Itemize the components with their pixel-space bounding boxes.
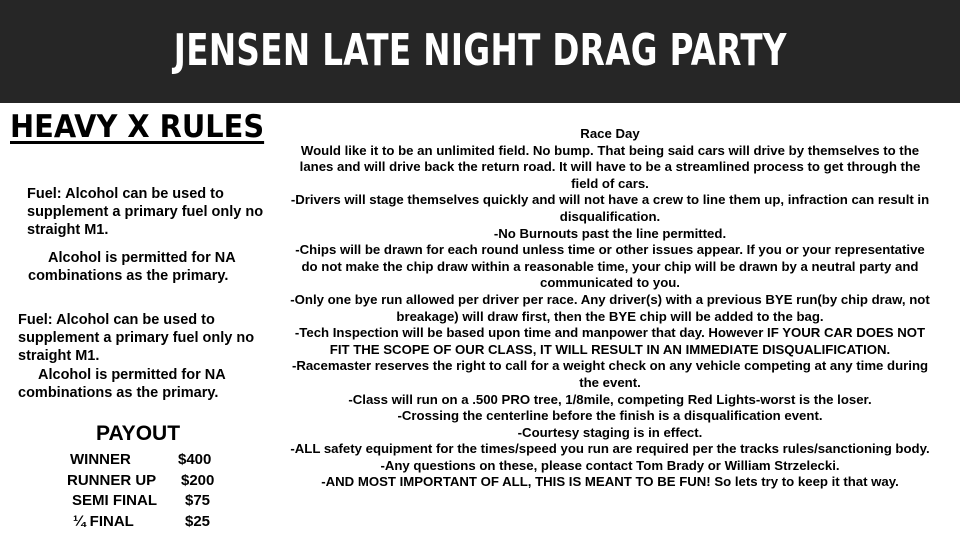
payout-place: WINNER: [70, 451, 131, 468]
alcohol-rule-1: Alcohol is permitted for NA combinations as the primary.: [28, 250, 236, 284]
fuel-rule-2: Fuel: Alcohol can be used to supplement a primary fuel only no straight M1.: [18, 312, 255, 364]
alcohol-rule-2: Alcohol is permitted for NA combinations as the primary.: [18, 367, 226, 401]
race-day-rule: -Crossing the centerline before the finish is a disqualification event.: [397, 408, 823, 424]
payout-amount: $200: [181, 472, 215, 489]
payout-amount: $75: [185, 492, 211, 509]
race-day-rule: -Class will run on a .500 PRO tree, 1/8mile, competing Red Lights-worst is the loser.: [348, 391, 872, 407]
race-day-rule: -ALL safety equipment for the times/speed you run are required per the tracks rules/sanctioning body.: [290, 441, 930, 457]
race-day-rule: -No Burnouts past the line permitted.: [493, 225, 727, 241]
payout-place: ¼ FINAL: [73, 513, 134, 530]
event-title: JENSEN LATE NIGHT DRAG PARTY: [173, 25, 787, 76]
race-day-rules: [290, 126, 930, 491]
race-day-rule: Would like it to be an unlimited field. No bump. That being said cars will drive by themselves to the lanes and will drive back the return road. It will have to be a streamlined process to get through the field of cars.: [299, 142, 921, 191]
rules-heading: HEAVY X RULES: [10, 109, 265, 145]
fuel-rule-1: Fuel: Alcohol can be used to supplement a primary fuel only no straight M1.: [27, 186, 264, 238]
payout-title: PAYOUT: [96, 422, 181, 445]
race-day-heading: Race Day: [580, 126, 640, 141]
race-day-rule: -Chips will be drawn for each round unless time or other issues appear. If you or your representative do not make the chip draw within a reasonable time, your chip will be drawn by a neutral party and communicated to you.: [295, 242, 925, 291]
race-day-rule: -Courtesy staging is in effect.: [517, 424, 703, 440]
payout-place: RUNNER UP: [67, 472, 157, 489]
payout-place: SEMI FINAL: [72, 492, 157, 509]
payout-amount: $25: [185, 513, 211, 530]
race-day-rule: -Racemaster reserves the right to call for a weight check on any vehicle competing at any time during the event.: [291, 358, 929, 390]
race-day-rule: -Only one bye run allowed per driver per race. Any driver(s) with a previous BYE run(by chip draw, not breakage) will draw first, then the BYE chip will be added to the bag.: [290, 291, 930, 324]
race-day-rule: -AND MOST IMPORTANT OF ALL, THIS IS MEANT TO BE FUN! So lets try to keep it that way.: [321, 474, 899, 490]
race-day-rule: -Tech Inspection will be based upon time and manpower that day. However IF YOUR CAR DOES NOT FIT THE SCOPE OF OUR CLASS, IT WILL RESULT IN AN IMMEDIATE DISQUALIFICATION.: [294, 325, 926, 357]
payout-amount: $400: [178, 451, 212, 468]
title-banner: [0, 0, 960, 103]
race-day-rule: -Drivers will stage themselves quickly and will not have a crew to line them up, infraction can result in disqualification.: [290, 192, 930, 224]
race-day-rule: -Any questions on these, please contact Tom Brady or William Strzelecki.: [380, 457, 840, 473]
